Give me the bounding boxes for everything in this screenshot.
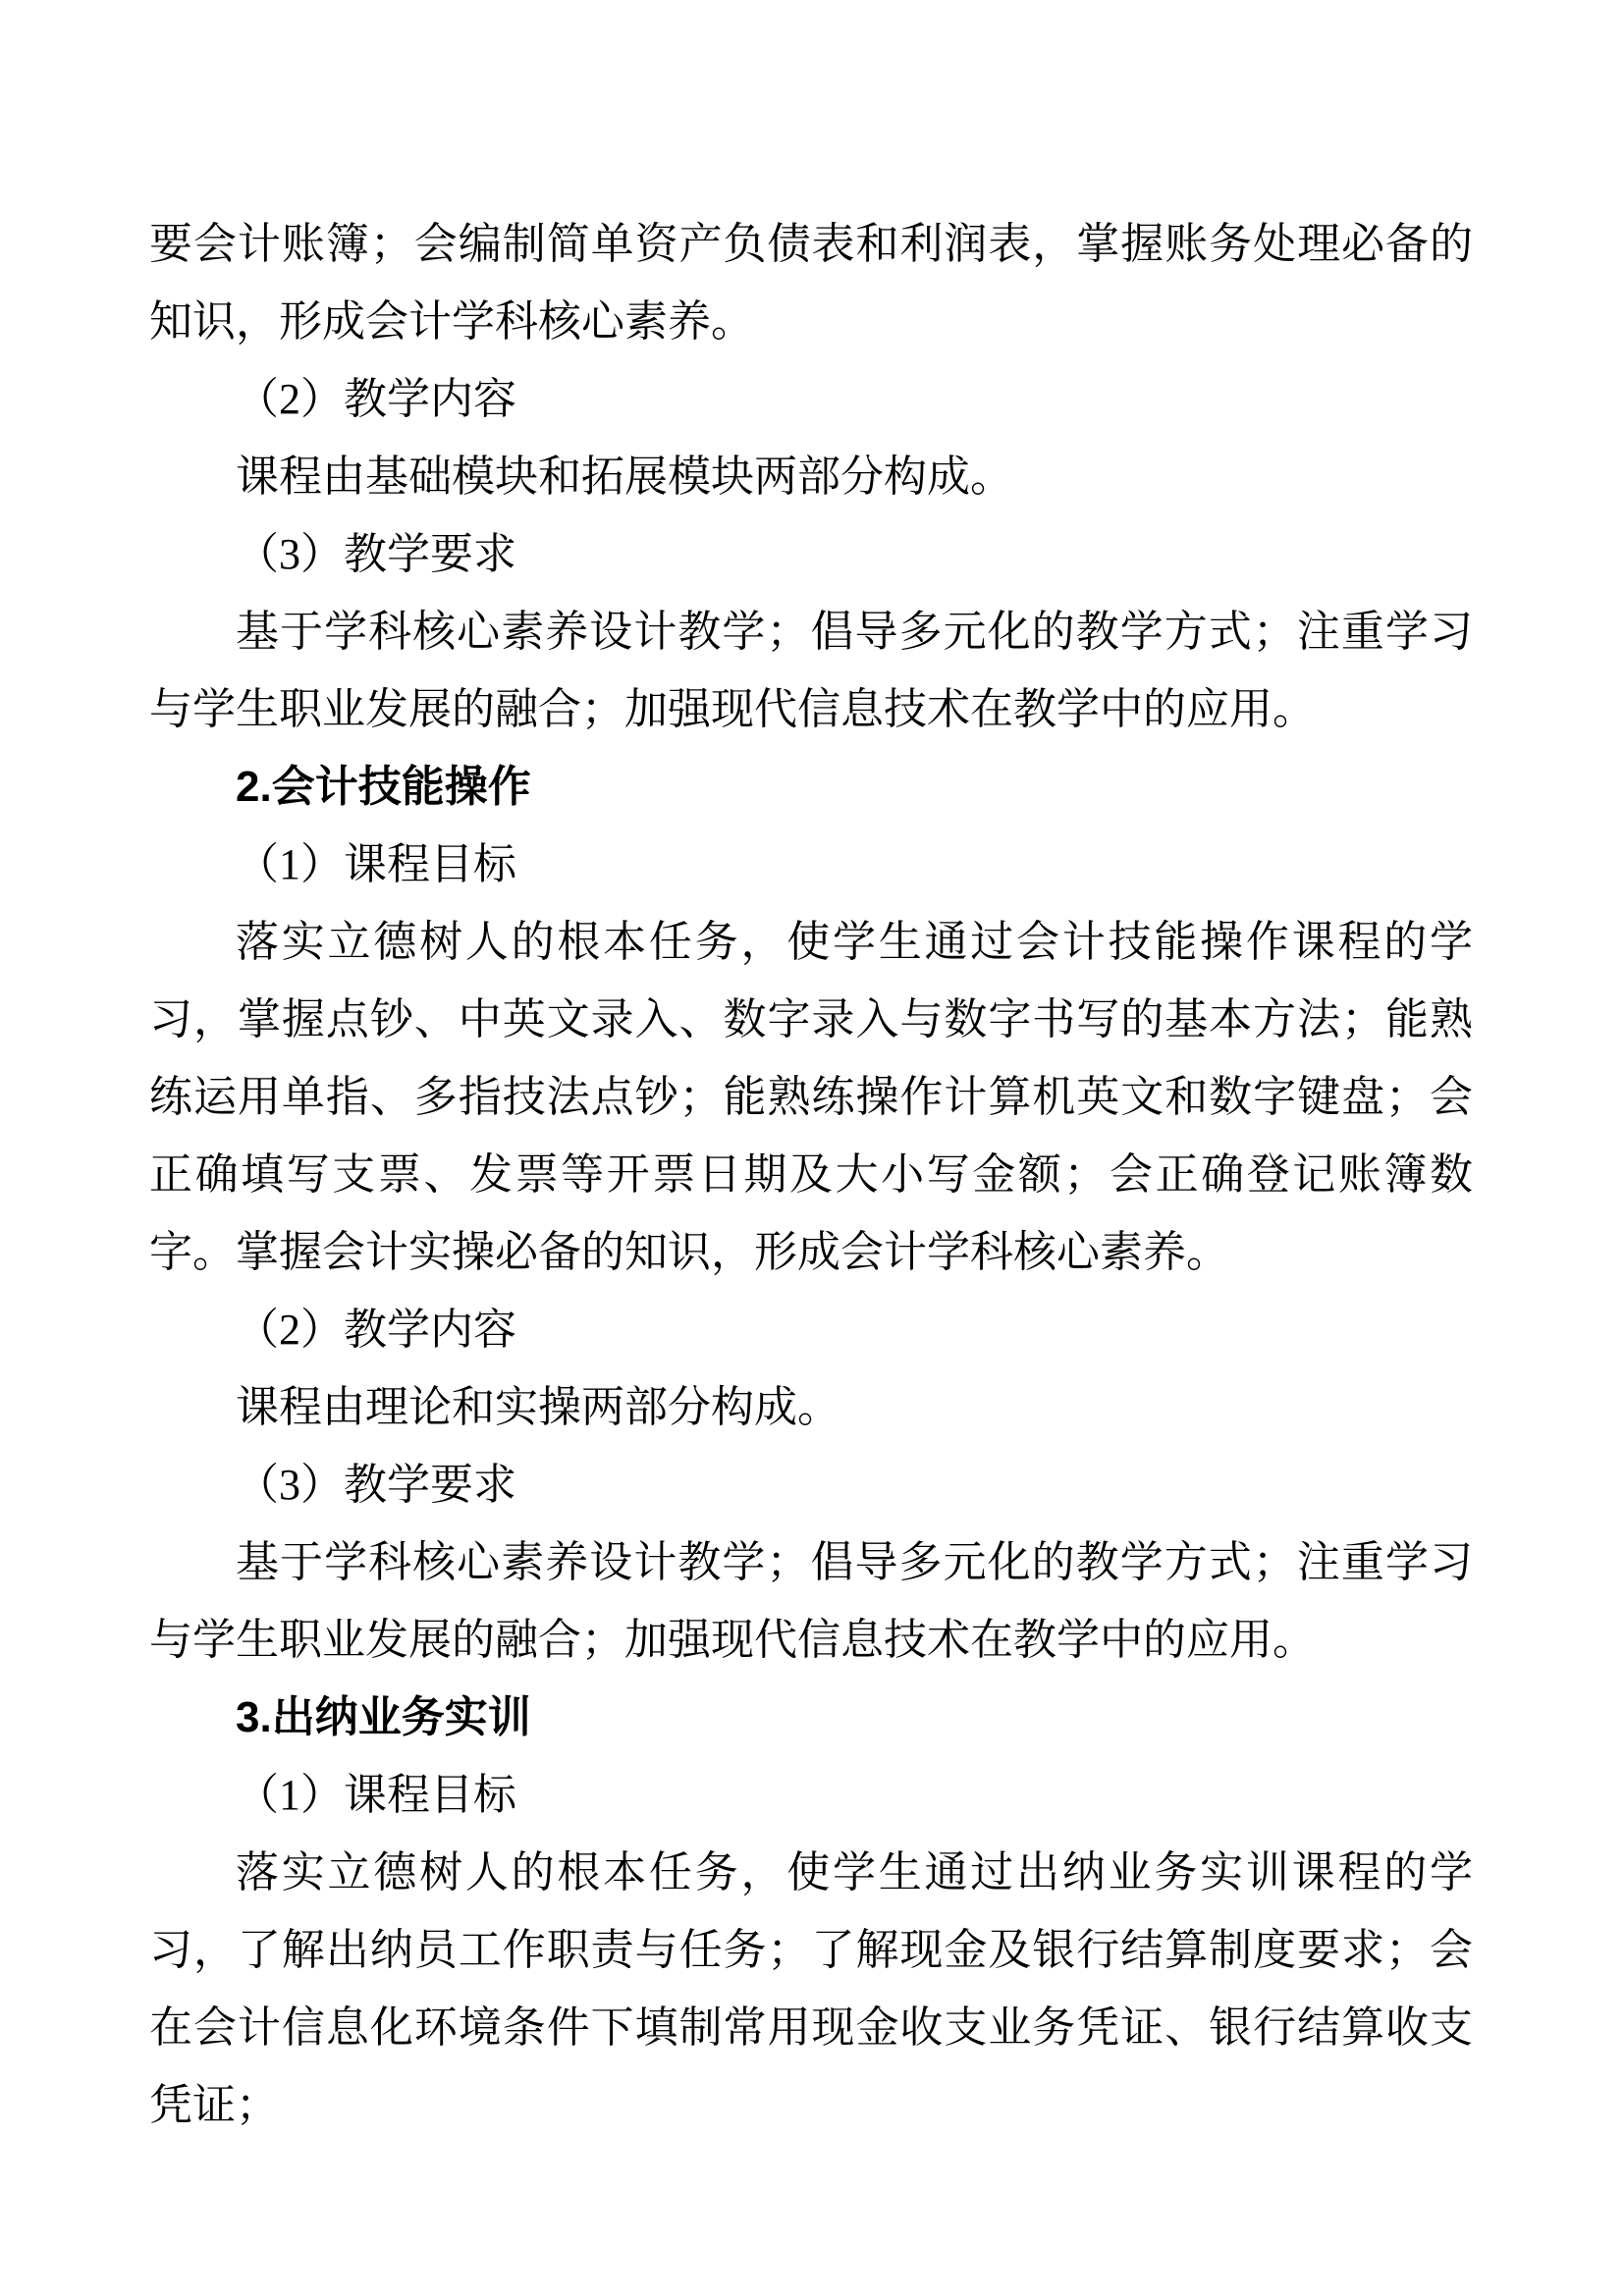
section-heading: 3.出纳业务实训 [236, 1693, 531, 1741]
paragraph: 落实立德树人的根本任务，使学生通过会计技能操作课程的学习，掌握点钞、中英文录入、数字录入与数字书写的基本方法；能熟练运用单指、多指技法点钞；能熟练操作计算机英文和数字键盘；会正确填写支票、发票等开票日期及大小写金额；会正确登记账簿数字。掌握会计实操必备的知识，形成会计学科核心素养。 [149, 918, 1473, 1276]
paragraph: （2）教学内容 [236, 1306, 516, 1354]
document-content [149, 205, 1473, 2144]
paragraph: 基于学科核心素养设计教学；倡导多元化的教学方式；注重学习与学生职业发展的融合；加强现代信息技术在教学中的应用。 [149, 608, 1473, 733]
paragraph: 要会计账簿；会编制简单资产负债表和利润表，掌握账务处理必备的知识，形成会计学科核心素养。 [149, 220, 1473, 346]
paragraph: 课程由基础模块和拓展模块两部分构成。 [236, 453, 1013, 501]
paragraph: （1）课程目标 [236, 1771, 516, 1819]
paragraph: 基于学科核心素养设计教学；倡导多元化的教学方式；注重学习与学生职业发展的融合；加强现代信息技术在教学中的应用。 [149, 1538, 1473, 1664]
paragraph: （3）教学要求 [236, 530, 516, 578]
paragraph: 落实立德树人的根本任务，使学生通过出纳业务实训课程的学习，了解出纳员工作职责与任务；了解现金及银行结算制度要求；会在会计信息化环境条件下填制常用现金收支业务凭证、银行结算收支凭证； [149, 1848, 1473, 2129]
paragraph: （2）教学内容 [236, 375, 516, 423]
paragraph: （1）课程目标 [236, 840, 516, 888]
paragraph: 课程由理论和实操两部分构成。 [236, 1383, 840, 1431]
section-heading: 2.会计技能操作 [236, 763, 531, 811]
paragraph: （3）教学要求 [236, 1461, 516, 1509]
